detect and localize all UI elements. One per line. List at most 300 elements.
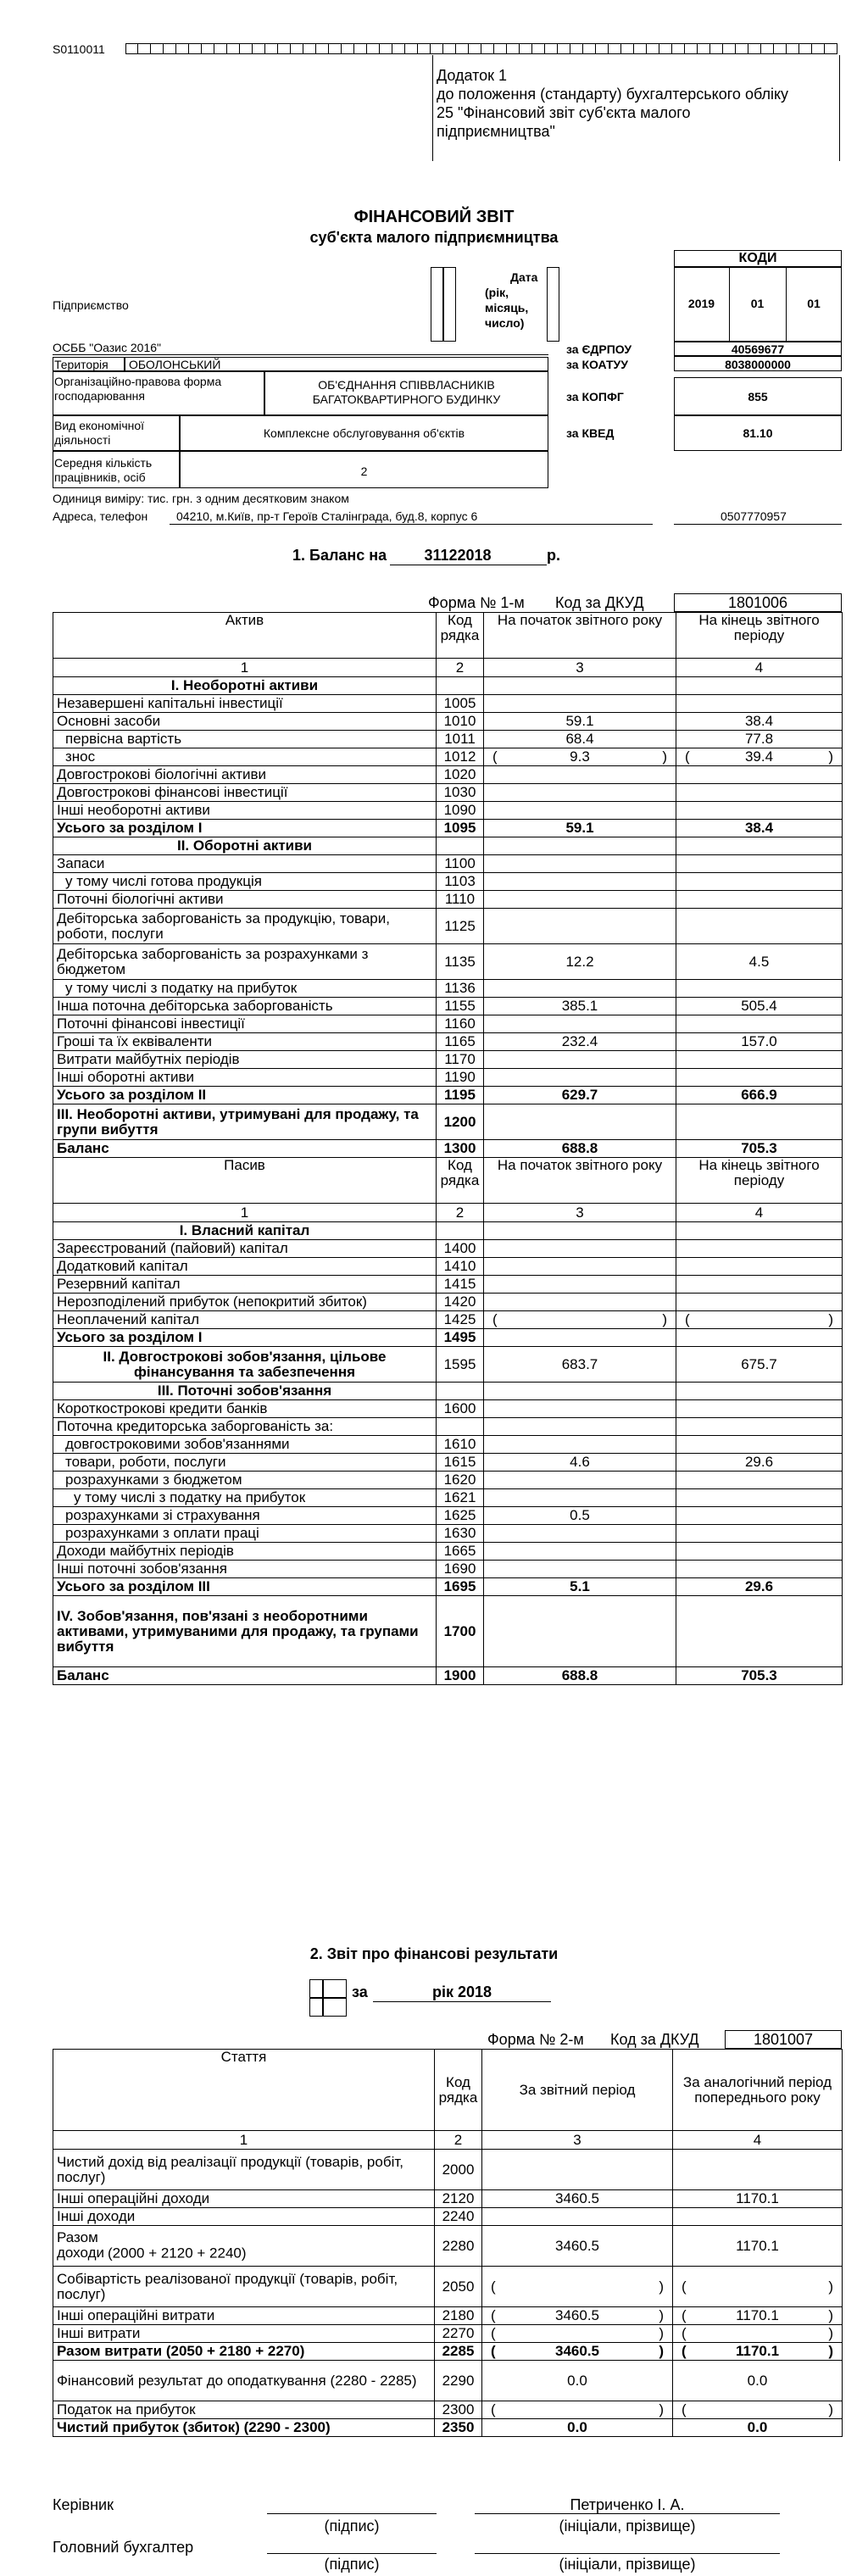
row-start-value: [484, 1015, 676, 1033]
form-cell: [265, 43, 278, 54]
table-row: [53, 1383, 843, 1400]
header-code: Код рядка: [437, 1158, 484, 1204]
header-label: Актив: [53, 613, 437, 659]
table-row: [53, 2343, 843, 2361]
table-row: [53, 2226, 843, 2267]
form-cell: [659, 43, 672, 54]
row-start-value: [484, 1104, 676, 1140]
row-current-value: ( 3460.5 ): [482, 2307, 673, 2325]
row-label: Поточна кредиторська заборгованість за:: [53, 1418, 437, 1436]
date-day: 01: [807, 297, 821, 310]
employees-label-2: працівників, осіб: [54, 470, 146, 484]
legal-form-label: [54, 375, 221, 403]
row-start-value: ( 9.3 ): [484, 748, 676, 766]
row-end-value: [676, 695, 843, 713]
row-end-value: [676, 1258, 843, 1276]
table-row: [53, 820, 843, 837]
row-end-value: 77.8: [676, 731, 843, 748]
form-cell: [685, 43, 698, 54]
row-end-value: [676, 891, 843, 909]
column-number-row: [53, 1204, 843, 1222]
row-label: [53, 2361, 435, 2401]
row-label: у тому числі готова продукція: [53, 873, 437, 891]
form-cell: [418, 43, 431, 54]
form-cell: [125, 43, 138, 54]
table-row: [53, 1525, 843, 1543]
employees-value: 2: [360, 465, 368, 478]
address-label: Адреса, телефон: [53, 509, 148, 523]
form-cell: [520, 43, 532, 54]
column-number: 2: [437, 1204, 484, 1222]
row-start-value: 683.7: [484, 1347, 676, 1383]
row-end-value: [676, 1329, 843, 1347]
row-code: 1625: [437, 1507, 484, 1525]
row-start-value: [484, 1543, 676, 1561]
row-start-value: [484, 1276, 676, 1294]
row-label: Довгострокові біологічні активи: [53, 766, 437, 784]
row-code: 1410: [437, 1258, 484, 1276]
row-end-value: [676, 1596, 843, 1667]
row-code: 2350: [435, 2419, 482, 2437]
table-row: [53, 1051, 843, 1069]
row-code: 1630: [437, 1525, 484, 1543]
row-label: Зареєстрований (пайовий) капітал: [53, 1240, 437, 1258]
row-start-value: 385.1: [484, 998, 676, 1015]
form-cell: [176, 43, 189, 54]
form-cell: [227, 43, 240, 54]
row-label: Усього за розділом III: [53, 1578, 437, 1596]
row-end-value: [676, 1489, 843, 1507]
koatuu-label: за КОАТУУ: [566, 358, 628, 371]
row-end-value: 38.4: [676, 820, 843, 837]
code-cell: [437, 677, 484, 695]
form-cell: [710, 43, 723, 54]
row-code: 1095: [437, 820, 484, 837]
row-end-value: 705.3: [676, 1667, 843, 1685]
row-label: Доходи майбутніх періодів: [53, 1543, 437, 1561]
form-cell: [774, 43, 787, 54]
header-label: Пасив: [53, 1158, 437, 1204]
form-cell: [494, 43, 507, 54]
accountant-name-caption: (ініціали, прізвище): [559, 2556, 696, 2573]
row-label: [53, 2325, 435, 2343]
row-label: [53, 2226, 435, 2267]
row-label-text: Інші витрати: [57, 2325, 141, 2341]
row-start-value: [484, 909, 676, 944]
income-period-value: рік 2018: [431, 1983, 492, 2000]
row-code: 1135: [437, 944, 484, 980]
row-code: 1160: [437, 1015, 484, 1033]
form-cell: [787, 43, 799, 54]
header-prev: За аналогічний період попереднього року: [673, 2050, 843, 2131]
table-row: [53, 1015, 843, 1033]
row-label: [53, 2419, 435, 2437]
row-start-value: [484, 1596, 676, 1667]
column-number: 2: [437, 659, 484, 677]
row-label: Інші поточні зобов'язання: [53, 1561, 437, 1578]
employees-label-1: Середня кількість: [54, 456, 153, 470]
row-label: розрахунками з оплати праці: [53, 1525, 437, 1543]
row-end-value: [676, 1400, 843, 1418]
row-label: II. Довгострокові зобов'язання, цільове фінансування та забезпечення: [53, 1347, 437, 1383]
table-row: [53, 1033, 843, 1051]
form-cell: [151, 43, 164, 54]
row-label: Нерозподілений прибуток (непокритий збиток): [53, 1294, 437, 1311]
head-name: Петриченко І. А.: [570, 2496, 685, 2513]
row-start-value: 0.5: [484, 1507, 676, 1525]
row-start-value: 5.1: [484, 1578, 676, 1596]
appendix-text: [437, 66, 788, 141]
table-row: [53, 1400, 843, 1418]
form-cell: [583, 43, 596, 54]
table-header-row: [53, 1158, 843, 1204]
table-row: [53, 980, 843, 998]
code-cell: [437, 1418, 484, 1436]
form-cell: [392, 43, 405, 54]
form-cell: [329, 43, 342, 54]
table-row: [53, 1087, 843, 1104]
table-row: [53, 1258, 843, 1276]
income-title: 2. Звіт про фінансові результати: [309, 1945, 559, 1962]
row-end-value: [676, 766, 843, 784]
form-cell: [672, 43, 685, 54]
row-current-value: ( ): [482, 2267, 673, 2307]
header-cur: За звітний період: [482, 2050, 673, 2131]
row-code: 2280: [435, 2226, 482, 2267]
row-label: довгостроковими зобов'язаннями: [53, 1436, 437, 1454]
row-label: первісна вартість: [53, 731, 437, 748]
table-header-row: [53, 613, 843, 659]
form-cell: [469, 43, 481, 54]
table-row: [53, 2190, 843, 2208]
row-end-value: 4.5: [676, 944, 843, 980]
row-label-text: Інші доходи: [57, 2208, 136, 2224]
form-cell: [354, 43, 367, 54]
column-number: 2: [435, 2131, 482, 2150]
legal-form-value-1: ОБ'ЄДНАННЯ СПІВВЛАСНИКІВ: [318, 378, 495, 392]
form-cell: [812, 43, 825, 54]
row-end-value: 29.6: [676, 1578, 843, 1596]
row-label: IV. Зобов'язання, пов'язані з необоротними активами, утримуваними для продажу, та групами вибуття: [53, 1596, 437, 1667]
row-previous-value-value: 1170.1: [735, 2343, 780, 2359]
row-code: 2240: [435, 2208, 482, 2226]
row-previous-value: ( ): [673, 2401, 843, 2419]
form-cell: [138, 43, 151, 54]
row-code: 1400: [437, 1240, 484, 1258]
row-code: 2000: [435, 2150, 482, 2190]
column-number-row: [53, 2131, 843, 2150]
value-cell: [676, 1222, 843, 1240]
row-label: Резервний капітал: [53, 1276, 437, 1294]
table-row: [53, 1276, 843, 1294]
row-start-value: [484, 1051, 676, 1069]
date-label-4: число): [485, 316, 525, 330]
form-cell: [278, 43, 291, 54]
row-label: Додатковий капітал: [53, 1258, 437, 1276]
row-end-value: [676, 784, 843, 802]
table-row: [53, 1454, 843, 1472]
row-end-value: [676, 1507, 843, 1525]
row-label: знос: [53, 748, 437, 766]
row-end-value: ( ): [676, 1311, 843, 1329]
code-cell: [437, 837, 484, 855]
table-row: [53, 748, 843, 766]
row-previous-value: ( ): [673, 2267, 843, 2307]
form-cell: [431, 43, 443, 54]
row-label: Короткострокові кредити банків: [53, 1400, 437, 1418]
appendix-line-4: підприємництва": [437, 123, 555, 140]
codes-label: КОДИ: [738, 251, 777, 265]
head-label: Керівник: [53, 2496, 114, 2513]
column-number: 3: [484, 1204, 676, 1222]
row-start-value: [484, 1436, 676, 1454]
row-label: товари, роботи, послуги: [53, 1454, 437, 1472]
header-end: На кінець звітного періоду: [676, 613, 843, 659]
form-cell: [647, 43, 659, 54]
row-label: III. Необоротні активи, утримувані для продажу, та групи вибуття: [53, 1104, 437, 1140]
activity-value: Комплексне обслуговування об'єктів: [263, 426, 465, 440]
column-number: 1: [53, 659, 437, 677]
row-code: 1900: [437, 1667, 484, 1685]
row-previous-value: 0.0: [673, 2419, 843, 2437]
row-code: 2120: [435, 2190, 482, 2208]
value-cell: [484, 1383, 676, 1400]
date-label-2: (рік,: [485, 286, 509, 299]
row-code: 1600: [437, 1400, 484, 1418]
form-cell: [748, 43, 761, 54]
edrpou-value: 40569677: [731, 342, 785, 356]
employees-label: [54, 456, 152, 485]
row-start-value: [484, 1489, 676, 1507]
form-cell: [443, 43, 456, 54]
table-row: [53, 1436, 843, 1454]
code-cell: [437, 1222, 484, 1240]
table-row: [53, 2419, 843, 2437]
row-start-value: [484, 1525, 676, 1543]
row-code: 1090: [437, 802, 484, 820]
row-label: розрахунками з бюджетом: [53, 1472, 437, 1489]
row-code: 1020: [437, 766, 484, 784]
row-code: 1011: [437, 731, 484, 748]
report-subtitle: суб'єкта малого підприємництва: [309, 229, 559, 246]
row-code: 1495: [437, 1329, 484, 1347]
section-heading: I. Власний капітал: [53, 1222, 437, 1240]
row-previous-value: 1170.1: [673, 2190, 843, 2208]
table-row: [53, 1294, 843, 1311]
row-code: 1190: [437, 1069, 484, 1087]
row-label: Основні засоби: [53, 713, 437, 731]
table-row: [53, 1418, 843, 1436]
row-code: 1005: [437, 695, 484, 713]
row-start-value: [484, 1561, 676, 1578]
column-number-row: [53, 659, 843, 677]
row-end-value: [676, 1069, 843, 1087]
row-end-value: [676, 1543, 843, 1561]
row-label: Неоплачений капітал: [53, 1311, 437, 1329]
row-label: розрахунками зі страхування: [53, 1507, 437, 1525]
row-code: 1155: [437, 998, 484, 1015]
table-row: [53, 1472, 843, 1489]
row-end-value: [676, 1240, 843, 1258]
row-start-value: [484, 855, 676, 873]
income-dkud-value: 1801007: [753, 2031, 814, 2048]
row-code: 1110: [437, 891, 484, 909]
table-row: [53, 1069, 843, 1087]
row-code: 1665: [437, 1543, 484, 1561]
row-label: Усього за розділом I: [53, 1329, 437, 1347]
row-formula: (2000 + 2120 + 2240): [108, 2245, 247, 2262]
appendix-line-3: 25 "Фінансовий звіт суб'єкта малого: [437, 104, 691, 121]
row-code: 1195: [437, 1087, 484, 1104]
row-start-value: 688.8: [484, 1667, 676, 1685]
row-end-value: [676, 1104, 843, 1140]
row-label: [53, 2150, 435, 2190]
row-end-value: [676, 980, 843, 998]
row-end-value: 157.0: [676, 1033, 843, 1051]
form-cell: [736, 43, 748, 54]
value-cell: [484, 837, 676, 855]
form-cell: [214, 43, 227, 54]
row-label: Усього за розділом II: [53, 1087, 437, 1104]
row-end-value: 705.3: [676, 1140, 843, 1158]
row-start-value: [484, 1400, 676, 1418]
row-end-value: [676, 909, 843, 944]
code-cell: [437, 1383, 484, 1400]
row-label-text: Чистий дохід від реалізації продукції (товарів, робіт, послуг): [57, 2153, 403, 2185]
row-end-value: 29.6: [676, 1454, 843, 1472]
table-row: [53, 2325, 843, 2343]
row-label: Поточні фінансові інвестиції: [53, 1015, 437, 1033]
activity-label-2: діяльності: [54, 433, 111, 447]
section-heading: I. Необоротні активи: [53, 677, 437, 695]
row-code: 1010: [437, 713, 484, 731]
row-code: 1103: [437, 873, 484, 891]
row-start-value-value: 9.3: [570, 748, 590, 765]
date-label-1: Дата: [510, 270, 538, 284]
table-row: [53, 909, 843, 944]
table-row: [53, 1240, 843, 1258]
row-label: Запаси: [53, 855, 437, 873]
territory-label: Територія: [54, 358, 108, 371]
row-label-text: Інші операційні доходи: [57, 2190, 210, 2206]
date-label: [485, 270, 537, 331]
row-end-value: 505.4: [676, 998, 843, 1015]
enterprise-label: Підприємство: [53, 298, 129, 312]
form-cell: [367, 43, 380, 54]
row-previous-value: ( 1170.1 ): [673, 2343, 843, 2361]
row-end-value: [676, 1015, 843, 1033]
table-row: [53, 766, 843, 784]
row-code: 1620: [437, 1472, 484, 1489]
appendix-line-1: Додаток 1: [437, 67, 508, 84]
row-label: Незавершені капітальні інвестиції: [53, 695, 437, 713]
balance-title-prefix: 1. Баланс на: [292, 547, 387, 564]
form-cell: [456, 43, 469, 54]
enterprise-value: ОСББ "Оазис 2016": [53, 341, 161, 354]
row-previous-value: 0.0: [673, 2361, 843, 2401]
row-start-value: 68.4: [484, 731, 676, 748]
table-header-row: [53, 2050, 843, 2131]
accountant-label: Головний бухгалтер: [53, 2539, 194, 2556]
row-label: Баланс: [53, 1140, 437, 1158]
row-label-text: Разом доходи: [57, 2229, 104, 2262]
row-previous-value: [673, 2150, 843, 2190]
table-row: [53, 1347, 843, 1383]
row-previous-value: ( ): [673, 2325, 843, 2343]
row-label-text: Собівартість реалізованої продукції (товарів, робіт, послуг): [57, 2270, 398, 2302]
table-row: [53, 2307, 843, 2325]
row-label: у тому числі з податку на прибуток: [53, 1489, 437, 1507]
form-cell: [532, 43, 545, 54]
value-cell: [676, 1383, 843, 1400]
row-label: Інші необоротні активи: [53, 802, 437, 820]
value-cell: [676, 677, 843, 695]
row-start-value: 59.1: [484, 820, 676, 837]
row-start-value: ( ): [484, 1311, 676, 1329]
table-row: [53, 1578, 843, 1596]
table-row: [53, 784, 843, 802]
row-code: 1621: [437, 1489, 484, 1507]
row-start-value: 232.4: [484, 1033, 676, 1051]
column-number: 1: [53, 1204, 437, 1222]
header-end: На кінець звітного періоду: [676, 1158, 843, 1204]
header-start: На початок звітного року: [484, 1158, 676, 1204]
row-code: 1100: [437, 855, 484, 873]
row-label: Довгострокові фінансові інвестиції: [53, 784, 437, 802]
row-previous-value: [673, 2208, 843, 2226]
form-cell: [342, 43, 354, 54]
row-label-text: Інші операційні витрати: [57, 2307, 215, 2323]
row-code: 1012: [437, 748, 484, 766]
row-label: Усього за розділом I: [53, 820, 437, 837]
value-cell: [484, 677, 676, 695]
table-row: [53, 2208, 843, 2226]
legal-form-value: [264, 378, 548, 407]
row-start-value: 59.1: [484, 713, 676, 731]
row-label: Дебіторська заборгованість за продукцію, товари, роботи, послуги: [53, 909, 437, 944]
header-start: На початок звітного року: [484, 613, 676, 659]
form-cell: [507, 43, 520, 54]
row-label: [53, 2401, 435, 2419]
form-cell: [202, 43, 214, 54]
column-number: 4: [673, 2131, 843, 2150]
table-row: [53, 1140, 843, 1158]
table-row: [53, 1561, 843, 1578]
legal-form-value-2: БАГАТОКВАРТИРНОГО БУДИНКУ: [312, 392, 501, 406]
balance-title-suffix: р.: [547, 547, 560, 564]
units-note: Одиниця виміру: тис. грн. з одним десятковим знаком: [53, 492, 349, 505]
table-row: [53, 1667, 843, 1685]
column-number: 3: [484, 659, 676, 677]
form-cell: [316, 43, 329, 54]
header-code: Код рядка: [437, 613, 484, 659]
form-cell: [240, 43, 253, 54]
row-start-value: [484, 1069, 676, 1087]
koatuu-value: 8038000000: [725, 358, 791, 371]
row-end-value: ( 39.4 ): [676, 748, 843, 766]
row-current-value: 3460.5: [482, 2190, 673, 2208]
form-cell: [545, 43, 558, 54]
row-end-value: [676, 1294, 843, 1311]
row-label-text: Податок на прибуток: [57, 2401, 196, 2417]
form-cell: [253, 43, 265, 54]
form-cell: [189, 43, 202, 54]
row-start-value: [484, 802, 676, 820]
row-current-value: ( ): [482, 2401, 673, 2419]
row-code: 2285: [435, 2343, 482, 2361]
row-end-value: 666.9: [676, 1087, 843, 1104]
row-start-value: 688.8: [484, 1140, 676, 1158]
